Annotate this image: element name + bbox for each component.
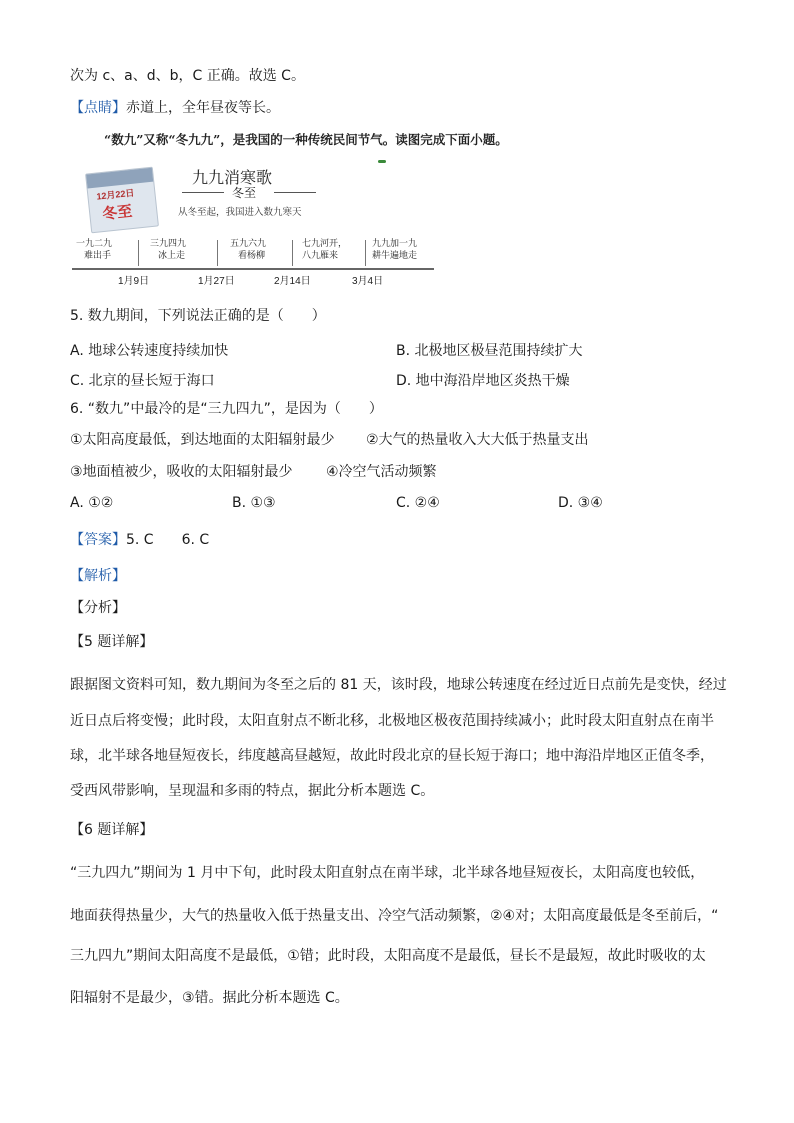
date-label: 3月4日 xyxy=(352,276,384,287)
stage-1-line2: 难出手 xyxy=(84,251,112,262)
q5-detail-line: 球，北半球各地昼短夜长，纬度越高昼越短，故此时段北京的昼长短于海口；地中海沿岸地区正值冬季， xyxy=(70,748,714,764)
q5-detail-line: 近日点后将变慢；此时段，太阳直射点不断北移，北极地区极夜范围持续减小；此时段太阳直射点在南半 xyxy=(70,713,714,729)
stage-4 xyxy=(302,238,347,262)
timeline-bar xyxy=(72,268,434,270)
q5-option-d: D. 地中海沿岸地区炎热干燥 xyxy=(396,373,570,389)
q5-option-b: B. 北极地区极昼范围持续扩大 xyxy=(396,343,583,359)
fenxi-label: 【分析】 xyxy=(70,600,126,616)
stage-1-line1: 一九二九 xyxy=(76,239,113,249)
q6-option-b: B. ①③ xyxy=(232,495,276,511)
stage-separator xyxy=(292,240,293,266)
stage-separator xyxy=(365,240,366,266)
stage-3-line2: 看杨柳 xyxy=(238,251,266,262)
q6-detail-label: 【6 题详解】 xyxy=(70,822,154,838)
question-6-stem: 6. “数九”中最冷的是“三九四九”，是因为（ ） xyxy=(70,401,383,417)
q5-option-c: C. 北京的昼长短于海口 xyxy=(70,373,215,389)
answer-label: 【答案】 xyxy=(70,532,126,548)
stage-5 xyxy=(372,238,417,262)
stage-4-line1: 七九河开， xyxy=(302,239,348,249)
question-intro: “数九”又称“冬九九”，是我国的一种传统民间节气。读图完成下面小题。 xyxy=(104,132,508,147)
q6-statement-3: ③地面植被少，吸收的太阳辐射最少 xyxy=(70,464,293,480)
stage-4-line2: 八九雁来 xyxy=(302,251,339,262)
stage-3 xyxy=(230,238,266,262)
q5-detail-line: 受西风带影响，呈现温和多雨的特点，据此分析本题选 C。 xyxy=(70,783,435,799)
subtitle-rule-left xyxy=(182,192,224,193)
q6-statement-4: ④冷空气活动频繁 xyxy=(326,464,437,480)
q6-detail-line: 三九四九”期间太阳高度不是最低，①错；此时段，太阳高度不是最低，昼长不是最短，故此时吸收的太 xyxy=(70,948,706,964)
figure-subtitle: 冬至 xyxy=(232,186,257,200)
stage-separator xyxy=(138,240,139,266)
figure-title: 九九消寒歌 xyxy=(192,168,273,187)
q6-statement-2: ②大气的热量收入大大低于热量支出 xyxy=(366,432,589,448)
calendar-header xyxy=(86,168,153,189)
q6-detail-line: “三九四九”期间为 1 月中下旬，此时段太阳直射点在南半球，北半球各地昼短夜长，太阳高度也较低， xyxy=(70,865,705,881)
q6-detail-line: 阳辐射不是最少，③错。据此分析本题选 C。 xyxy=(70,990,349,1006)
calendar-icon xyxy=(85,167,159,234)
stage-2-line2: 冰上走 xyxy=(158,251,186,262)
stage-2-line1: 三九四九 xyxy=(150,239,187,249)
subtitle-rule-right xyxy=(274,192,316,193)
q6-option-d: D. ③④ xyxy=(558,495,603,511)
stage-separator xyxy=(217,240,218,266)
stage-5-line2: 耕牛遍地走 xyxy=(372,251,418,262)
stage-3-line1: 五九六九 xyxy=(230,239,267,249)
calendar-term: 冬至 xyxy=(101,204,134,224)
stage-5-line1: 九九加一九 xyxy=(372,239,418,249)
answer-line xyxy=(70,532,209,549)
shujiu-figure xyxy=(70,160,440,290)
figure-note: 从冬至起，我国进入数九寒天 xyxy=(178,207,302,218)
previous-answer-line: 次为 c、a、d、b，C 正确。故选 C。 xyxy=(70,68,305,84)
date-label: 2月14日 xyxy=(274,276,311,287)
tip-text: 赤道上，全年昼夜等长。 xyxy=(126,100,280,116)
q5-option-a: A. 地球公转速度持续加快 xyxy=(70,343,229,359)
question-5-stem: 5. 数九期间，下列说法正确的是（ ） xyxy=(70,308,326,324)
date-label: 1月9日 xyxy=(118,276,150,287)
stage-1 xyxy=(76,238,112,262)
q6-detail-line: 地面获得热量少，大气的热量收入低于热量支出、冷空气活动频繁，②④对；太阳高度最低是冬至前后，“ xyxy=(70,908,719,924)
q5-detail-line: 跟据图文资料可知，数九期间为冬至之后的 81 天，该时段，地球公转速度在经过近日点前先是变快，经过 xyxy=(70,677,727,693)
date-label: 1月27日 xyxy=(198,276,235,287)
calendar-date: 12月22日 xyxy=(95,187,135,202)
q5-detail-label: 【5 题详解】 xyxy=(70,634,154,650)
stage-2 xyxy=(150,238,186,262)
answer-text: 5. C 6. C xyxy=(126,532,210,548)
q6-option-c: C. ②④ xyxy=(396,495,440,511)
tip-label: 【点睛】 xyxy=(70,100,126,116)
q6-option-a: A. ①② xyxy=(70,495,114,511)
q6-statement-1: ①太阳高度最低，到达地面的太阳辐射最少 xyxy=(70,432,335,448)
analysis-label: 【解析】 xyxy=(70,568,126,584)
tip-line xyxy=(70,100,280,117)
decor-mark xyxy=(378,160,386,163)
